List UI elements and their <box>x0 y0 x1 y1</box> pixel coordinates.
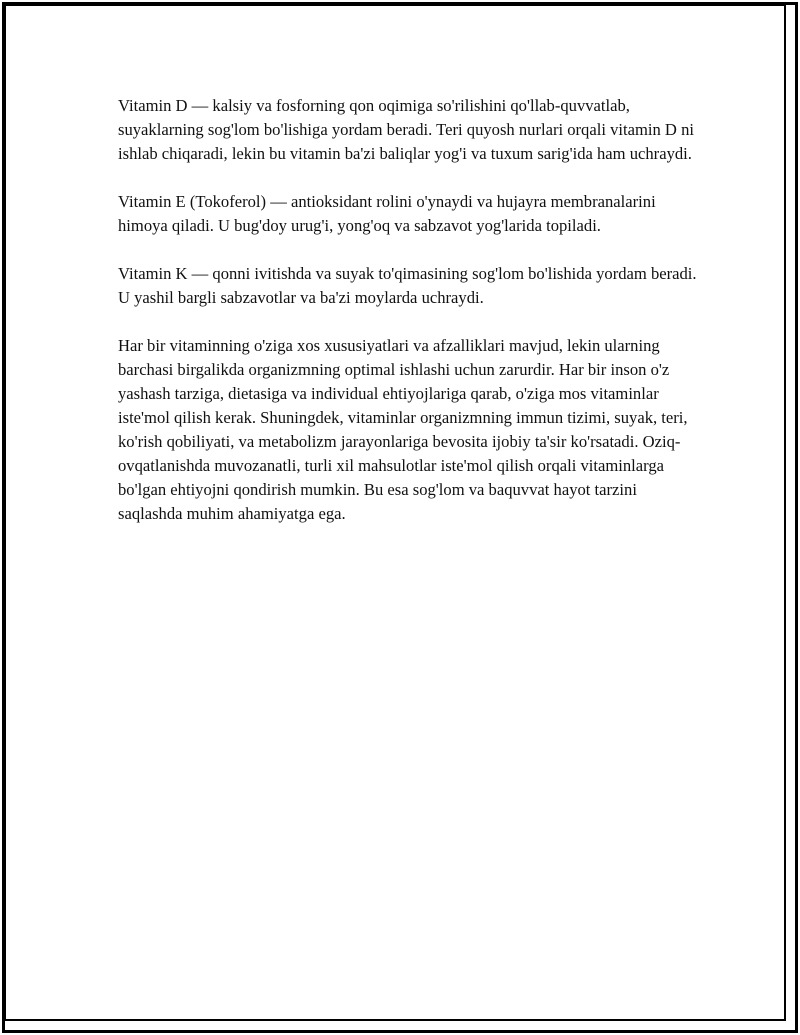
paragraph-summary: Har bir vitaminning o'ziga xos xususiyatlari va afzalliklari mavjud, lekin ularning barchasi birgalikda organizmning optimal ishlashi uchun zarurdir. Har bir inson o'z yashash tarziga, dietasiga va individual ehtiyojlariga qarab, o'ziga mos vitaminlar iste'mol qilish kerak. Shuningdek, vitaminlar organizmning immun tizimi, suyak, teri, ko'rish qobiliyati, va metabolizm jarayonlariga bevosita ijobiy ta'sir ko'rsatadi. Oziq-ovqatlanishda muvozanatli, turli xil mahsulotlar iste'mol qilish orqali vitaminlarga bo'lgan ehtiyojni qondirish mumkin. Bu esa sog'lom va baquvvat hayot tarzini saqlashda muhim ahamiyatga ega. <box>118 336 688 523</box>
paragraph-vitamin-k: Vitamin K — qonni ivitishda va suyak to'qimasining sog'lom bo'lishida yordam beradi. U yashil bargli sabzavotlar va ba'zi moylarda uchraydi. <box>118 264 697 307</box>
paragraph-vitamin-d: Vitamin D — kalsiy va fosforning qon oqimiga so'rilishini qo'llab-quvvatlab, suyaklarning sog'lom bo'lishiga yordam beradi. Teri quyosh nurlari orqali vitamin D ni ishlab chiqaradi, lekin bu vitamin ba'zi baliqlar yog'i va tuxum sarig'ida ham uchraydi. <box>118 96 694 163</box>
document-body <box>118 94 698 550</box>
paragraph-vitamin-e: Vitamin E (Tokoferol) — antioksidant rolini o'ynaydi va hujayra membranalarini himoya qiladi. U bug'doy urug'i, yong'oq va sabzavot yog'larida topiladi. <box>118 192 656 235</box>
